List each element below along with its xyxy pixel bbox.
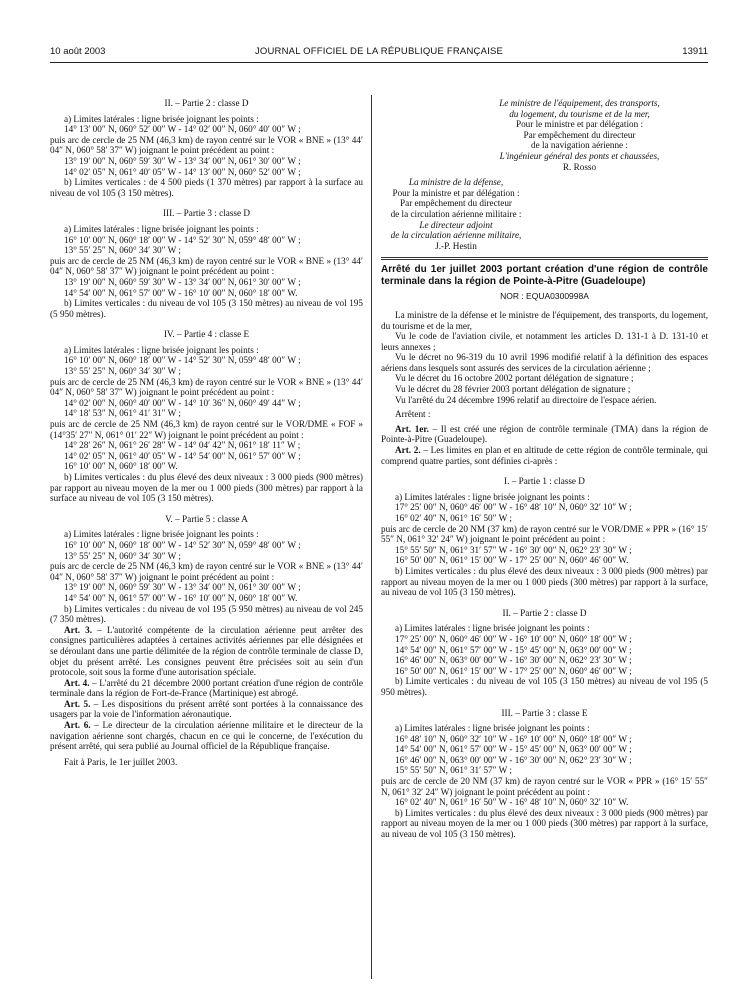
preamble: Vu le décret no 96-319 du 10 avril 1996 modifié relatif à la définition des espaces aériens dans lesquels sont assurés des services de la circulation aérienne ; — [381, 352, 708, 373]
coordinate-line: 17° 25′ 00″ N, 060° 46′ 00″ W - 16° 10′ 00″ N, 060° 18′ 00″ W ; — [395, 633, 632, 644]
left-column — [50, 98, 363, 767]
signature-block-equipement — [381, 98, 708, 172]
column-divider — [371, 95, 372, 979]
paragraph: b) Limites verticales : du plus élevé des deux niveaux : 3 000 pieds (900 mètres) par rapport au niveau moyen de la mer ou 1 000 pieds (300 mètres) par rapport à la surface, au niveau de vol 105 (3 150 mètres). — [381, 565, 708, 598]
preamble: Vu le décret du 16 octobre 2002 portant délégation de signature ; — [395, 373, 634, 384]
section-heading: IV. – Partie 4 : classe E — [163, 329, 250, 340]
section-heading: III. – Partie 3 : classe D — [163, 208, 250, 219]
paragraph: puis arc de cercle de 25 NM (46,3 km) de rayon centré sur le VOR « BNE » (13° 44′ 04″ N, 060° 58′ 37″ W) joignant le point précédent au point : — [50, 561, 363, 582]
coordinate-line: 16° 10′ 00″ N, 060° 18′ 00″ W - 14° 52′ 30″ N, 059° 48′ 00″ W ; — [64, 355, 301, 366]
coordinate-line: 13° 19′ 00″ N, 060° 59′ 30″ W - 13° 34′ 00″ N, 061° 30′ 00″ W ; — [64, 155, 301, 166]
paragraph: a) Limites latérales : ligne brisée joignant les points : — [64, 223, 259, 234]
article-text: – Les dispositions du présent arrêté sont portées à la connaissance des usagers par la voie de l'information aéronautique. — [50, 698, 363, 720]
coordinate-line: 17° 25′ 00″ N, 060° 46′ 00″ W - 16° 48′ 10″ N, 060° 32′ 10″ W ; — [395, 502, 632, 513]
coordinate-line: 16° 10′ 00″ N, 060° 18′ 00″ W. — [64, 461, 178, 472]
decree-separator — [381, 257, 708, 260]
signature-date: Fait à Paris, le 1er juillet 2003. — [64, 756, 178, 767]
signature-block-defense — [381, 177, 531, 251]
delegation-line: Pour le ministre et par délégation : — [515, 119, 644, 130]
coordinate-line: 13° 55′ 25″ N, 060° 34′ 30″ W ; — [64, 366, 181, 377]
coordinate-line: 14° 54′ 00″ N, 061° 57′ 00″ W - 16° 10′ 00″ N, 060° 18′ 00″ W. — [64, 287, 298, 298]
article-paragraph — [50, 720, 363, 752]
paragraph: a) Limites latérales : ligne brisée joignant les points : — [395, 491, 590, 502]
article-label: Art. 4. — [64, 677, 90, 688]
preamble: Vu le code de l'aviation civile, et notamment les articles D. 131-1 à D. 131-10 et leurs annexes ; — [381, 331, 708, 352]
coordinate-line: 13° 55′ 25″ N, 060° 34′ 30″ W ; — [64, 245, 181, 256]
paragraph: puis arc de cercle de 20 NM (37 km) de rayon centré sur le VOR/DME « PPR » (16° 15′ 55″ N, 061° 32′ 24″ W) joignant le point précédent au point : — [381, 523, 708, 545]
coordinate-line: 15° 55′ 50″ N, 061° 31′ 57″ W - 16° 30′ 00″ N, 062° 23′ 30″ W ; — [395, 544, 632, 555]
paragraph: b) Limite verticales : du niveau de vol 105 (3 150 mètres) au niveau de vol 195 (5 950 mètres). — [381, 676, 708, 697]
signatory-title: Le ministre de l'équipement, des transports, — [499, 98, 660, 108]
article-text: – Le directeur de la circulation aérienne militaire et le directeur de la navigation aérienne sont chargés, chacun en ce qui le concerne, de l'exécution du présent arrêté, qui sera publié au Journal officiel de la République française. — [50, 720, 363, 752]
decree-title: Arrêté du 1er juillet 2003 portant création d'une région de contrôle terminale dans la région de Pointe-à-Pitre (Guadeloupe) — [381, 264, 708, 287]
coordinate-line: 16° 46′ 00″ N, 063° 00′ 00″ W - 16° 30′ 00″ N, 062° 23′ 30″ W ; — [395, 754, 632, 765]
article-label: Art. 5. — [64, 698, 91, 709]
coordinate-line: 14° 02′ 00″ N, 060° 40′ 00″ W - 14° 10′ 36″ N, 060° 49′ 44″ W ; — [64, 397, 301, 408]
coordinate-line: 14° 54′ 00″ N, 061° 57′ 00″ W - 15° 45′ 00″ N, 063° 00′ 00″ W ; — [395, 744, 632, 755]
article-label: Art. 3. — [64, 624, 93, 635]
coordinate-line: 16° 02′ 40″ N, 061° 16′ 50″ W - 16° 48′ 10″ N, 060° 32′ 10″ W. — [395, 797, 629, 808]
paragraph: puis arc de cercle de 20 NM (37 km) de rayon centré sur le VOR « PPR » (16° 15′ 55″ N, 061° 32′ 24″ W) joignant le point précédent au point : — [381, 776, 708, 797]
header-rule — [50, 62, 708, 63]
article-label: Art. 1er. — [395, 423, 429, 434]
preamble: Vu le décret du 28 février 2003 portant délégation de signature ; — [395, 384, 631, 395]
paragraph: a) Limites latérales : ligne brisée joignant les points : — [64, 113, 259, 124]
paragraph: b) Limites verticales : du niveau de vol 195 (5 950 mètres) au niveau de vol 245 (7 350 mètres). — [50, 603, 363, 625]
article-label: Art. 6. — [64, 720, 91, 731]
paragraph: a) Limites latérales : ligne brisée joignant les points : — [64, 344, 259, 355]
delegation-line: Par empêchement du directeur — [400, 198, 512, 209]
section-heading: V. – Partie 5 : classe A — [165, 513, 248, 524]
coordinate-line: 14° 02′ 05″ N, 061° 40′ 05″ W - 14° 54′ 00″ N, 061° 57′ 00″ W ; — [64, 450, 301, 461]
signatory-title: L'ingénieur général des ponts et chaussées, — [499, 150, 660, 161]
signatory-title: de la circulation aérienne militaire, — [390, 230, 522, 241]
right-column — [381, 98, 708, 840]
header-date: 10 août 2003 — [50, 46, 106, 57]
paragraph: a) Limites latérales : ligne brisée joignant les points : — [395, 623, 590, 634]
paragraph: a) Limites latérales : ligne brisée joignant les points : — [395, 723, 590, 734]
article-paragraph — [381, 424, 708, 445]
paragraph: b) Limites verticales : de 4 500 pieds (1 370 mètres) par rapport à la surface au niveau de vol 105 (3 150 mètres). — [50, 177, 363, 198]
section-heading: I. – Partie 1 : classe D — [504, 476, 585, 487]
coordinate-line: 13° 19′ 00″ N, 060° 59′ 30″ W - 13° 34′ 00″ N, 061° 30′ 00″ W ; — [64, 276, 301, 287]
article-label: Art. 2. — [395, 445, 421, 456]
coordinate-line: 16° 48′ 10″ N, 060° 32′ 10″ W - 16° 10′ 00″ N, 060° 18′ 00″ W ; — [395, 733, 632, 744]
signatory-name: R. Rosso — [562, 161, 597, 172]
paragraph: puis arc de cercle de 25 NM (46,3 km) de rayon centré sur le VOR « BNE » (13° 44′ 04″ N, 060° 58′ 37″ W) joignant le point précédent au point : — [50, 134, 363, 156]
coordinate-line: 14° 02′ 05″ N, 061° 40′ 05″ W - 14° 13′ 00″ N, 060° 52′ 00″ W ; — [64, 166, 301, 177]
article-text: – Les limites en plan et en altitude de cette région de contrôle terminale, qui comprend quatre parties, sont définies ci-après : — [381, 445, 708, 466]
coordinate-line: 14° 13′ 00″ N, 060° 52′ 00″ W - 14° 02′ 00″ N, 060° 40′ 00″ W ; — [64, 124, 301, 135]
coordinate-line: 14° 54′ 00″ N, 061° 57′ 00″ W - 15° 45′ 00″ N, 063° 00′ 00″ W ; — [395, 644, 632, 655]
delegation-line: Par empêchement du directeur — [523, 129, 636, 140]
coordinate-line: 16° 50′ 00″ N, 061° 15′ 00″ W - 17° 25′ 00″ N, 060° 46′ 00″ W. — [395, 555, 629, 566]
article-paragraph — [50, 625, 363, 678]
signatory-title: du logement, du tourisme et de la mer, — [509, 108, 650, 119]
article-paragraph — [50, 678, 363, 699]
header-journal-title: JOURNAL OFFICIEL DE LA RÉPUBLIQUE FRANÇAISE — [254, 46, 504, 57]
arretent-heading: Arrêtent : — [395, 409, 431, 420]
section-heading: III. – Partie 3 : classe E — [501, 707, 588, 718]
article-paragraph — [381, 445, 708, 466]
coordinate-line: 16° 10′ 00″ N, 060° 18′ 00″ W - 14° 52′ 30″ N, 059° 48′ 00″ W ; — [64, 539, 301, 550]
paragraph: puis arc de cercle de 25 NM (46,3 km) de rayon centré sur le VOR/DME « FOF » (14°35′ 27″ N, 061° 01′ 22″ W) joignant le point précédent au point : — [50, 419, 363, 440]
article-text: – Il est créé une région de contrôle terminale (TMA) dans la région de Pointe-à-Pitre (Guadeloupe). — [381, 423, 708, 445]
coordinate-line: 15° 55′ 50″ N, 061° 31′ 57″ W ; — [395, 765, 512, 776]
paragraph: puis arc de cercle de 25 NM (46,3 km) de rayon centré sur le VOR « BNE » (13° 44′ 04″ N, 060° 58′ 37″ W) joignant le point précédent au point : — [50, 376, 363, 398]
coordinate-line: 14° 28′ 26″ N, 061° 26′ 28″ W - 14° 04′ 42″ N, 061° 18′ 11″ W ; — [64, 440, 301, 451]
coordinate-line: 16° 50′ 00″ N, 061° 15′ 00″ W - 17° 25′ 00″ N, 060° 46′ 00″ W ; — [395, 665, 632, 676]
paragraph: a) Limites latérales : ligne brisée joignant les points : — [64, 529, 259, 540]
page-header — [50, 46, 708, 62]
signatory-title: Le directeur adjoint — [419, 219, 493, 230]
nor-reference: NOR : EQUA0300998A — [500, 291, 589, 302]
preamble: Vu l'arrêté du 24 décembre 1996 relatif au directoire de l'espace aérien. — [395, 394, 657, 405]
delegation-line: de la circulation aérienne militaire : — [390, 208, 522, 219]
section-heading: II. – Partie 2 : classe D — [502, 607, 587, 618]
coordinate-line: 16° 10′ 00″ N, 060° 18′ 00″ W - 14° 52′ 30″ N, 059° 48′ 00″ W ; — [64, 234, 301, 245]
section-heading: II. – Partie 2 : classe D — [164, 98, 249, 108]
delegation-line: Pour la ministre et par délégation : — [392, 187, 520, 198]
delegation-line: de la navigation aérienne : — [531, 140, 628, 151]
header-page-number: 13911 — [682, 46, 708, 57]
paragraph: b) Limites verticales : du plus élevé des deux niveaux : 3 000 pieds (900 mètres) par rapport au niveau moyen de la mer ou 1 000 pieds (300 mètres) par rapport à la surface au niveau de vol 105 (3 150 mètres). — [50, 472, 363, 504]
signatory-name: J.-P. Hestin — [435, 240, 477, 251]
coordinate-line: 13° 55′ 25″ N, 060° 34′ 30″ W ; — [64, 550, 181, 561]
signatory-title: La ministre de la défense, — [408, 177, 504, 188]
coordinate-line: 16° 46′ 00″ N, 063° 00′ 00″ W - 16° 30′ 00″ N, 062° 23′ 30″ W ; — [395, 655, 632, 666]
paragraph: puis arc de cercle de 25 NM (46,3 km) de rayon centré sur le VOR « BNE » (13° 44′ 04″ N, 060° 58′ 37″ W) joignant le point précédent au point : — [50, 255, 363, 277]
article-text: – L'arrêté du 21 décembre 2000 portant création d'une région de contrôle terminale dans la région de Fort-de-France (Martinique) est abrogé. — [50, 677, 364, 699]
paragraph: b) Limites verticales : du plus élevé des deux niveaux : 3 000 pieds (900 mètres) par rapport au niveau moyen de la mer ou 1 000 pieds (300 mètres) par rapport à la surface, au niveau de vol 105 (3 150 mètres). — [381, 807, 708, 840]
coordinate-line: 13° 19′ 00″ N, 060° 59′ 30″ W - 13° 34′ 00″ N, 061° 30′ 00″ W ; — [64, 582, 301, 593]
article-text: – L'autorité compétente de la circulation aérienne peut arrêter des consignes particulières adaptées à certaines activités aériennes par elle désignées et se déroulant dans une partie délimitée de la région de contrôle terminale de classe D, objet du présent arrêté. Les consignes peuvent être précisées soit au sein d'un protocole, soit sous la forme d'une autorisation spéciale. — [50, 624, 363, 678]
preamble: La ministre de la défense et le ministre de l'équipement, des transports, du logement, du tourisme et de la mer, — [381, 309, 708, 331]
paragraph: b) Limites verticales : du niveau de vol 105 (3 150 mètres) au niveau de vol 195 (5 950 mètres). — [50, 298, 363, 319]
coordinate-line: 16° 02′ 40″ N, 061° 16′ 50″ W ; — [395, 513, 512, 523]
coordinate-line: 14° 18′ 53″ N, 061° 41′ 31″ W ; — [64, 408, 181, 419]
article-paragraph — [50, 699, 363, 720]
coordinate-line: 14° 54′ 00″ N, 061° 57′ 00″ W - 16° 10′ 00″ N, 060° 18′ 00″ W. — [64, 592, 298, 603]
